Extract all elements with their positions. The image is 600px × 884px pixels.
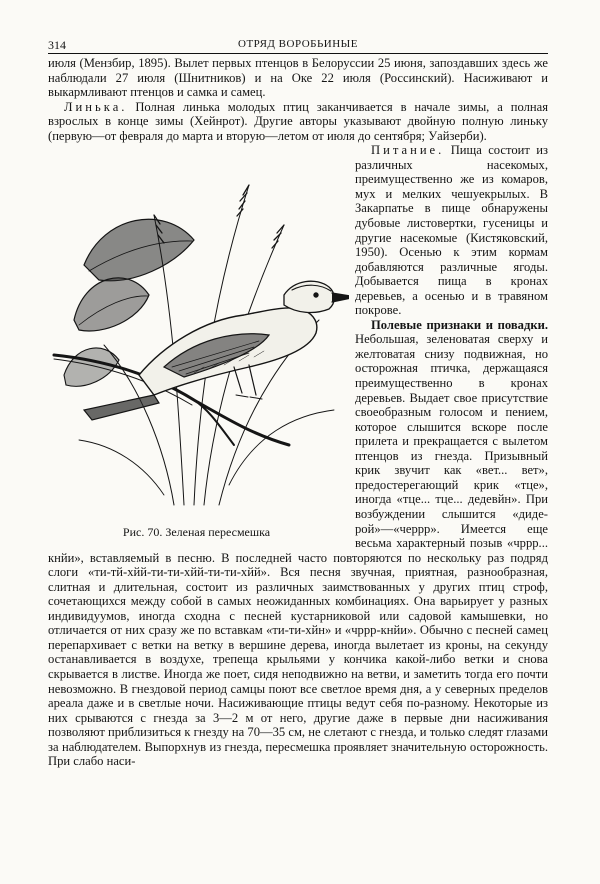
running-title: ОТРЯД ВОРОБЬИНЫЕ	[238, 38, 358, 50]
section-heading-feeding: Питание.	[371, 143, 445, 158]
figure-caption: Рис. 70. Зеленая пересмешка	[122, 524, 271, 539]
figure-green-warbler	[44, 145, 349, 541]
book-page	[48, 36, 548, 769]
header-rule	[48, 53, 548, 54]
paragraph-molt: Линька. Полная линька молодых птиц заканчивается в начале зимы, а полная взрослых в конце зимы (Хейнрот). Другие авторы указывают двойную полную линьку (первую—от февраля до марта и вторую—летом от июля до сентября; Уайзерби).	[48, 99, 548, 143]
paragraph-breeding: июля (Мензбир, 1895). Вылет первых птенцов в Белоруссии 25 июня, запоздавших здесь же наблюдали 27 июля (Шнитников) и на Оке 22 июля (Россинский). Насиживают и выкармливают птенцов и самка и самец.	[48, 56, 548, 100]
section-heading-field-signs: Полевые признаки и повадки.	[371, 317, 548, 332]
page-number: 314	[48, 38, 66, 52]
bird-illustration	[44, 145, 349, 515]
paragraph-field-signs: Полевые признаки и повадки. Небольшая, зеленоватая сверху и желтоватая снизу подвижная, но осторожная птичка, держащаяся преимущественно в кронах деревьев. Выдает свое присутствие своеобразным голосом и пением, которое слышится вскоре после прилета и прекращается с вылетом птенцов из гнезда. Призывный крик звучит как «вет... вет», предостерегающий крик «тце», иногда «тце... тце... дедевйн». При возбуждении слышится «диде-рой»—«черрр». Имеется еще весьма характерный позыв «чррр... кнйи», вставляемый в песню. В последней часто повторяются по нескольку раз подряд слоги «ти-тй-хйй-ти-ти-хйй-ти-ти-хйй». Вся песня звучная, приятная, разнообразная, слитная и длительная, состоит из различных заимствованных у других птиц строф, сочетающихся между собой в самых неожиданных комбинациях. Она варьирует у разных индивидуумов, иногда сходна с песней кустарниковой или садовой камышевки, но отличается от них сразу же по вставкам «ти-ти-хйн» и «чррр-кнйи». Обычно с песней самец перепархивает с ветки на ветку в вершине дерева, иногда вылетает из кроны, на секунду останавливается в воздухе, трепеща крыльями у кончика какой-либо ветки и снова скрывается в листве. Иногда же поет, сидя неподвижно на ветви, и заметить тогда его почти невозможно. В гнездовой период самцы поют все светлое время дня, а у северных пределов ареала даже и в светлые ночи. Насиживающие птицы ведут себя по-разному. Некоторые из них срываются с гнезда за 3—2 м от него, другие даже в первые дни насиживания позволяют приблизиться к гнезду на 70—35 см, не слетают с гнезда, и только следят глазами за наблюдателем. Выпорхнув из гнезда, пересмешка проявляет значительную осторожность. При слабо наси-	[48, 317, 548, 769]
body-text	[48, 56, 548, 769]
section-heading-molt: Линька.	[64, 99, 128, 114]
page-header	[48, 36, 548, 56]
paragraph-feeding: Питание. Пища состоит из различных насекомых, преимущественно же из комаров, мух и мелких чешуекрылых. В Закарпатье в пище обнаружены дубовые листовертки, гусеницы и другие насекомые (Кистяковский, 1950). Осенью к этим кормам добавляются различные ягоды. Добывается пища в кронах деревьев, а осенью и в травяном покрове.	[355, 143, 548, 318]
